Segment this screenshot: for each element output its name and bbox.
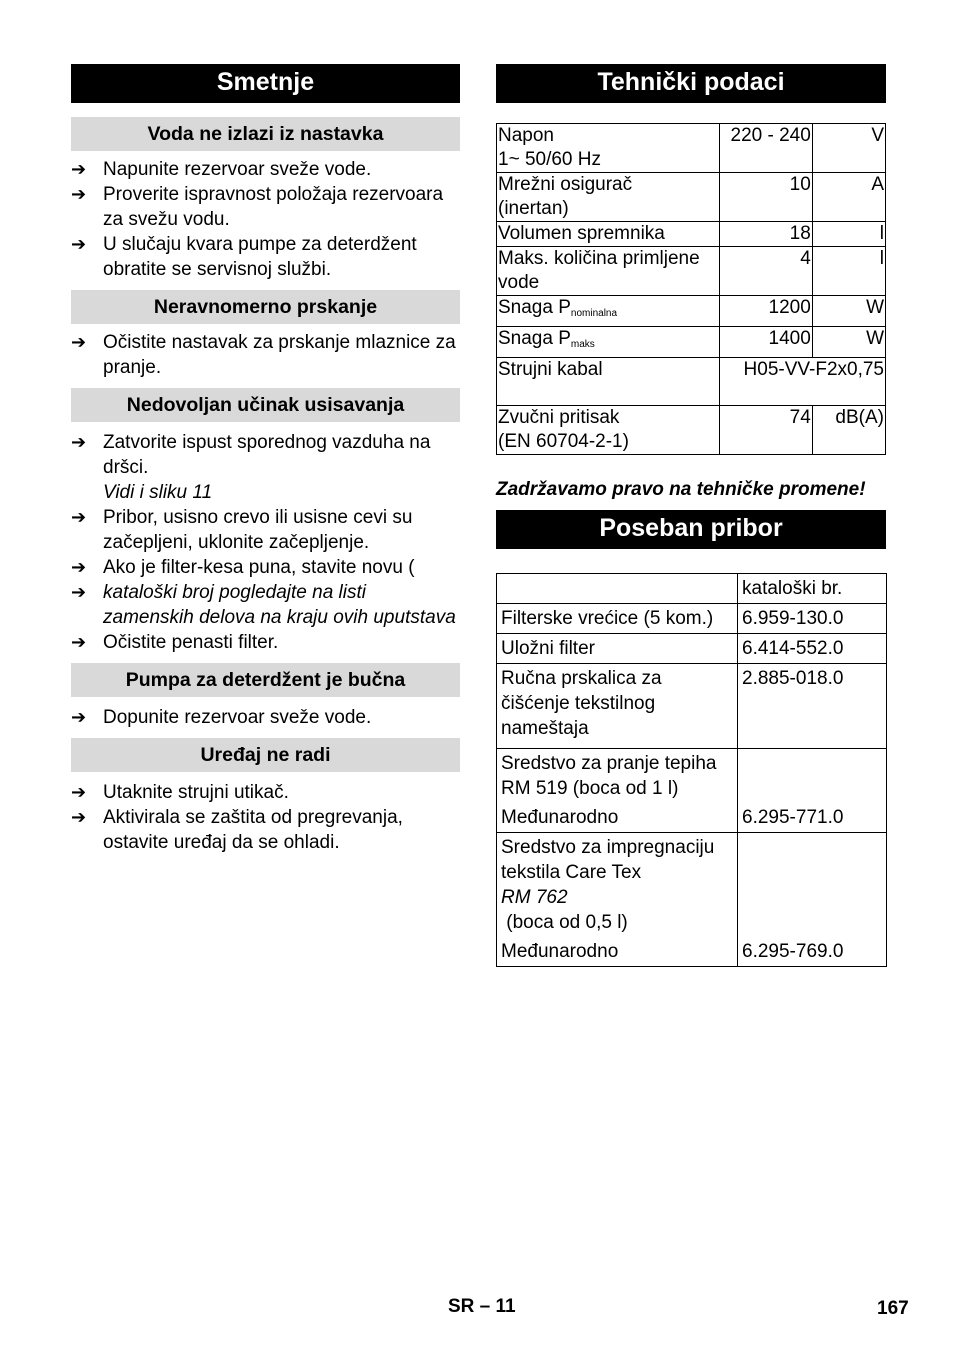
technical-column bbox=[496, 64, 886, 967]
list-item: ➔ Očistite nastavak za prskanje mlaznice za pranje. bbox=[71, 332, 456, 378]
list-item: ➔ U slučaju kvara pumpe za deterdžent obratite se servisnoj službi. bbox=[71, 234, 417, 280]
list-item: ➔ kataloški broj pogledajte na listi zamenskih delova na kraju ovih uputstava bbox=[71, 582, 456, 628]
section-heading: Voda ne izlazi iz nastavka bbox=[71, 117, 460, 151]
table-row: Volumen spremnika 18 l bbox=[497, 222, 886, 247]
page-footer-label: SR – 11 bbox=[448, 1296, 516, 1317]
arrow-right-icon: ➔ bbox=[71, 507, 87, 527]
list-item: ➔ Dopunite rezervoar sveže vode. bbox=[71, 707, 372, 728]
table-row: Maks. količina primljene vode 4 l bbox=[497, 247, 886, 296]
arrow-right-icon: ➔ bbox=[71, 582, 87, 602]
table-row: Mrežni osigurač (inertan) 10 A bbox=[497, 173, 886, 222]
list-item: ➔ Utaknite strujni utikač. bbox=[71, 782, 289, 803]
list-item: ➔ Zatvorite ispust sporednog vazduha na dršci. Vidi i sliku 11 bbox=[71, 432, 431, 503]
spec-table bbox=[496, 123, 886, 455]
list-item: ➔ Ako je filter-kesa puna, stavite novu ( bbox=[71, 557, 415, 578]
accessories-table bbox=[496, 573, 887, 967]
table-row: Sredstvo za pranje tepiha RM 519 (boca od 1 l) Međunarodno 6.295-771.0 bbox=[497, 749, 887, 833]
section-pump bbox=[71, 663, 460, 730]
table-row: Snaga $P_{nominalna}$ 1200 W bbox=[497, 296, 886, 327]
page-number: 167 bbox=[877, 1298, 909, 1319]
section-device bbox=[71, 738, 460, 855]
troubleshooting-title: Smetnje bbox=[71, 64, 460, 103]
table-row: Sredstvo za impregnaciju tekstila Care Tex RM 762 (boca od 0,5 l) Međunarodno 6.295-769.0 bbox=[497, 833, 887, 967]
arrow-right-icon: ➔ bbox=[71, 707, 87, 727]
table-row: Napon 1~ 50/60 Hz 220 - 240 V bbox=[497, 124, 886, 173]
list-item: ➔ Pribor, usisno crevo ili usisne cevi su začepljeni, uklonite začepljenje. bbox=[71, 507, 413, 553]
arrow-right-icon: ➔ bbox=[71, 782, 87, 802]
arrow-right-icon: ➔ bbox=[71, 184, 87, 204]
list-item: ➔ Napunite rezervoar sveže vode. bbox=[71, 159, 372, 180]
section-spray bbox=[71, 290, 460, 380]
arrow-right-icon: ➔ bbox=[71, 432, 87, 452]
arrow-right-icon: ➔ bbox=[71, 332, 87, 352]
accessories-title: Poseban pribor bbox=[496, 510, 886, 549]
table-row: kataloški br. bbox=[497, 574, 887, 604]
technical-data-title: Tehnički podaci bbox=[496, 64, 886, 103]
table-row: Zvučni pritisak (EN 60704-2-1) 74 dB(A) bbox=[497, 406, 886, 455]
section-heading: Pumpa za deterdžent je bučna bbox=[71, 663, 460, 697]
arrow-right-icon: ➔ bbox=[71, 159, 87, 179]
table-row: Snaga $P_{maks}$ 1400 W bbox=[497, 327, 886, 358]
list-item: ➔ Proverite ispravnost položaja rezervoara za svežu vodu. bbox=[71, 184, 444, 230]
section-heading: Nedovoljan učinak usisavanja bbox=[71, 388, 460, 422]
arrow-right-icon: ➔ bbox=[71, 234, 87, 254]
table-row: Filterske vrećice (5 kom.) 6.959-130.0 bbox=[497, 604, 887, 634]
table-row: Ručna prskalica za čišćenje tekstilnog nameštaja 2.885-018.0 bbox=[497, 664, 887, 749]
arrow-right-icon: ➔ bbox=[71, 807, 87, 827]
troubleshooting-column bbox=[71, 64, 460, 855]
section-suction bbox=[71, 388, 460, 655]
arrow-right-icon: ➔ bbox=[71, 632, 87, 652]
section-heading: Uređaj ne radi bbox=[71, 738, 460, 772]
table-row: Strujni kabal H05-VV-F2x0,75 bbox=[497, 358, 886, 406]
table-row: Uložni filter 6.414-552.0 bbox=[497, 634, 887, 664]
list-item: ➔ Aktivirala se zaštita od pregrevanja, ostavite uređaj da se ohladi. bbox=[71, 807, 403, 853]
section-heading: Neravnomerno prskanje bbox=[71, 290, 460, 324]
list-item: ➔ Očistite penasti filter. bbox=[71, 632, 279, 653]
section-water bbox=[71, 117, 460, 282]
arrow-right-icon: ➔ bbox=[71, 557, 87, 577]
specs-note: Zadržavamo pravo na tehničke promene! bbox=[496, 479, 866, 500]
